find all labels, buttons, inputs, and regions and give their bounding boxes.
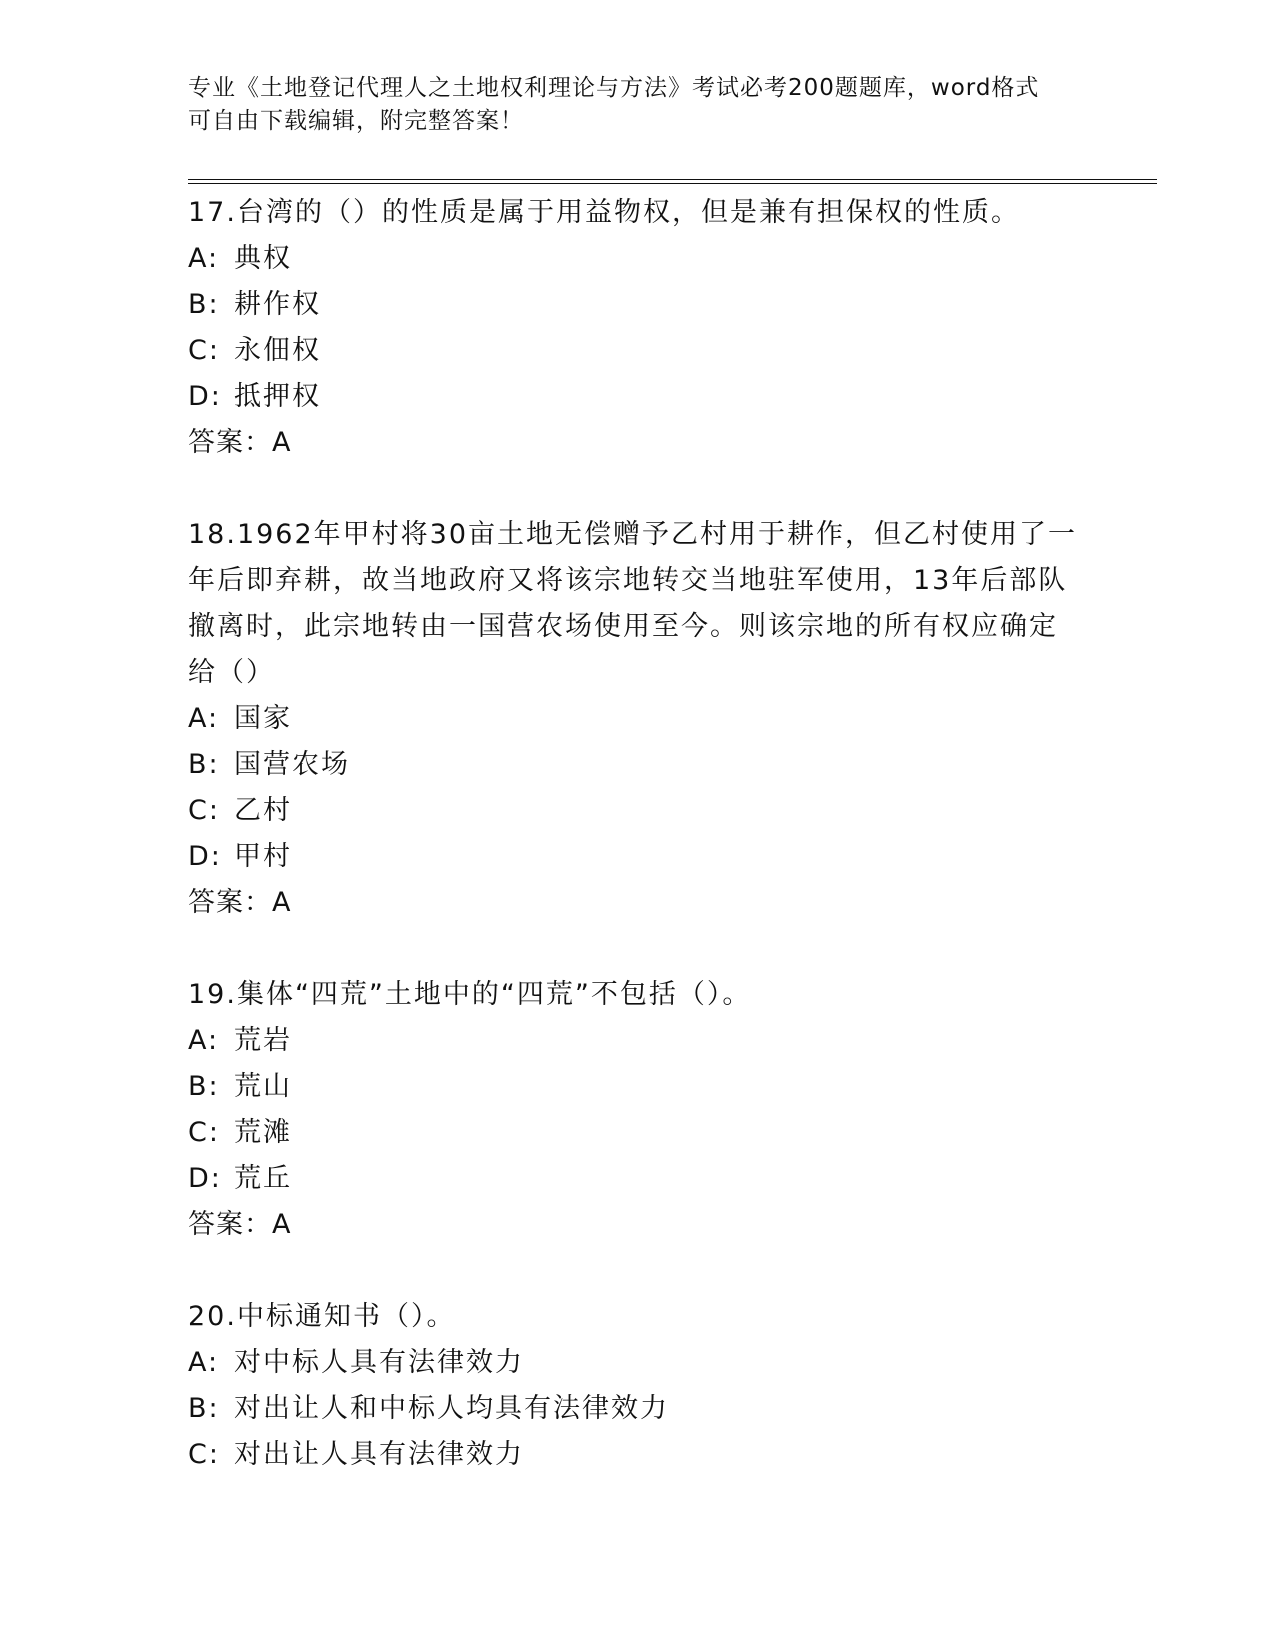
option-text: 国营农场 [234, 749, 350, 780]
answer-line: 答案：A [188, 1209, 292, 1240]
option-text: 荒山 [234, 1071, 292, 1102]
header-line-2: 可自由下载编辑，附完整答案！ [188, 108, 524, 134]
option-text: 甲村 [234, 841, 292, 872]
option-b [188, 1386, 1088, 1432]
option-b [188, 282, 1088, 328]
option-letter: C: [188, 1117, 220, 1148]
option-text: 对出让人和中标人均具有法律效力 [234, 1393, 669, 1424]
option-text: 荒滩 [234, 1117, 292, 1148]
option-text: 对出让人具有法律效力 [234, 1439, 524, 1470]
option-text: 荒岩 [234, 1025, 292, 1056]
question-stem: 20.中标通知书（）。 [188, 1301, 456, 1332]
question-stem-line: 撤离时，此宗地转由一国营农场使用至今。则该宗地的所有权应确定 [188, 611, 1058, 642]
option-text: 永佃权 [234, 335, 321, 366]
option-letter: A: [188, 1025, 220, 1056]
option-letter: B: [188, 289, 220, 320]
option-a [188, 696, 1088, 742]
option-letter: D: [188, 381, 222, 412]
document-header [188, 72, 1078, 138]
question-18 [188, 512, 1088, 926]
question-stem: 19.集体“四荒”土地中的“四荒”不包括（）。 [188, 979, 752, 1010]
option-text: 对中标人具有法律效力 [234, 1347, 524, 1378]
question-17 [188, 190, 1088, 466]
answer-line: 答案：A [188, 427, 292, 458]
option-text: 耕作权 [234, 289, 321, 320]
option-letter: C: [188, 335, 220, 366]
question-list [188, 190, 1088, 1524]
header-line-1: 专业《土地登记代理人之土地权利理论与方法》考试必考200题题库，word格式 [188, 75, 1040, 101]
option-b [188, 1064, 1088, 1110]
option-d [188, 834, 1088, 880]
option-text: 抵押权 [234, 381, 321, 412]
option-c [188, 328, 1088, 374]
question-stem: 17.台湾的（）的性质是属于用益物权，但是兼有担保权的性质。 [188, 197, 1020, 228]
option-letter: C: [188, 795, 220, 826]
option-letter: B: [188, 1071, 220, 1102]
option-letter: A: [188, 243, 220, 274]
option-d [188, 1156, 1088, 1202]
question-stem-line: 18.1962年甲村将30亩土地无偿赠予乙村用于耕作，但乙村使用了一 [188, 519, 1078, 550]
option-a [188, 1340, 1088, 1386]
option-a [188, 236, 1088, 282]
option-b [188, 742, 1088, 788]
header-divider-top [188, 179, 1157, 180]
option-c [188, 1432, 1088, 1478]
option-a [188, 1018, 1088, 1064]
option-letter: B: [188, 1393, 220, 1424]
option-text: 乙村 [234, 795, 292, 826]
question-19 [188, 972, 1088, 1248]
option-letter: C: [188, 1439, 220, 1470]
question-stem-line: 年后即弃耕，故当地政府又将该宗地转交当地驻军使用，13年后部队 [188, 565, 1068, 596]
option-text: 荒丘 [234, 1163, 292, 1194]
option-text: 典权 [234, 243, 292, 274]
question-stem-line: 给（） [188, 657, 275, 688]
option-letter: B: [188, 749, 220, 780]
option-letter: D: [188, 1163, 222, 1194]
option-letter: A: [188, 703, 220, 734]
option-c [188, 788, 1088, 834]
option-text: 国家 [234, 703, 292, 734]
option-letter: A: [188, 1347, 220, 1378]
header-divider-bottom [188, 183, 1157, 184]
option-letter: D: [188, 841, 222, 872]
option-c [188, 1110, 1088, 1156]
option-d [188, 374, 1088, 420]
question-20 [188, 1294, 1088, 1478]
answer-line: 答案：A [188, 887, 292, 918]
